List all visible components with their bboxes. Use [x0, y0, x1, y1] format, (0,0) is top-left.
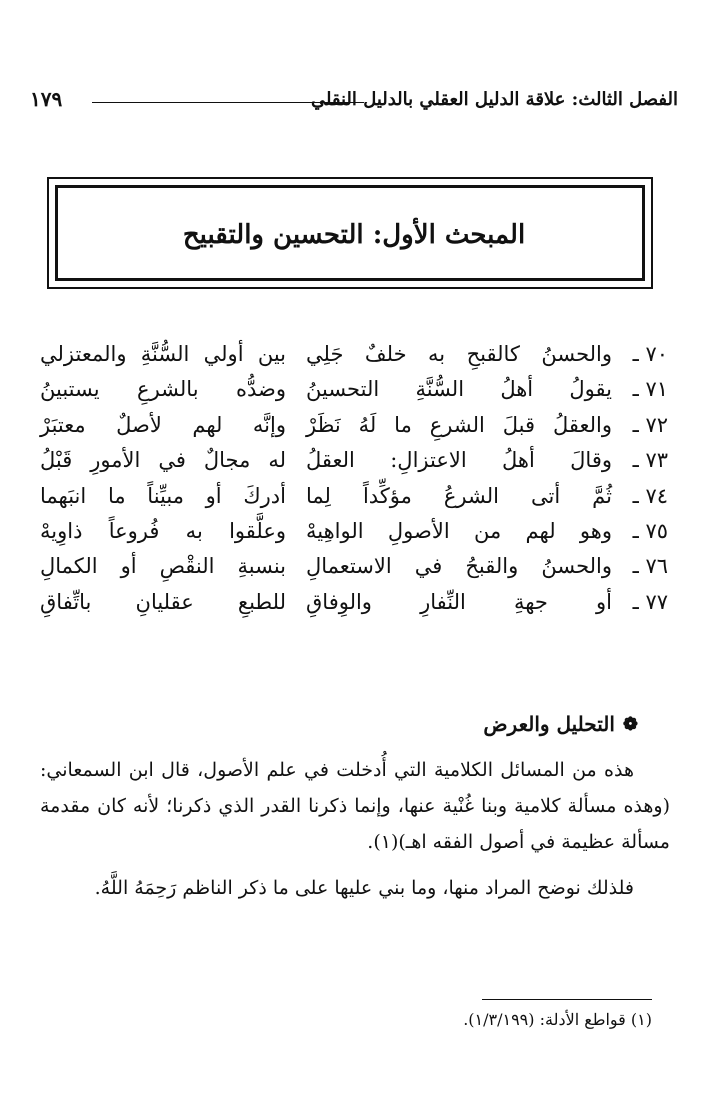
- second-hemistich: أدركَ أو مبيِّناً ما انبَهما: [40, 483, 286, 508]
- verse-row: [40, 408, 668, 442]
- first-hemistich: أو جهةِ النِّفارِ والوِفاقِ: [306, 589, 612, 614]
- analysis-body: [40, 752, 670, 906]
- second-hemistich: بين أولي السُّنَّةِ والمعتزلي: [40, 342, 286, 366]
- first-hemistich: ثُمَّ أتى الشرعُ مؤكِّداً لِما: [306, 483, 612, 508]
- poem: [40, 337, 668, 620]
- analysis-heading-text: التحليل والعرض: [483, 712, 615, 736]
- second-hemistich: له مجالٌ في الأمورِ قَبْلُ: [40, 448, 286, 473]
- verse-number: ٧٢ ـ: [632, 412, 668, 437]
- footnote: (١) قواطع الأدلة: (١/٣/١٩٩).: [463, 1010, 652, 1029]
- verse-row: [40, 443, 668, 477]
- second-hemistich: بنسبةِ النقْصِ أو الكمالِ: [40, 554, 286, 579]
- verse-row: [40, 372, 668, 406]
- verse-number: ٧٥ ـ: [632, 518, 668, 543]
- page-number: ١٧٩: [30, 87, 63, 111]
- verse-row: [40, 549, 668, 583]
- second-hemistich: وإنَّه لهم لأصلٌ معتبَرْ: [40, 412, 286, 437]
- first-hemistich: يقولُ أهلُ السُّنَّةِ التحسينُ: [306, 377, 612, 402]
- ornament-icon: ❁: [622, 713, 638, 735]
- verse-number: ٧٧ ـ: [632, 589, 668, 614]
- first-hemistich: وقالَ أهلُ الاعتزالِ: العقلُ: [306, 448, 612, 473]
- section-title: المبحث الأول: التحسين والتقبيح: [182, 220, 526, 250]
- first-hemistich: وهو لهم من الأصولِ الواهِيهْ: [306, 518, 612, 543]
- running-header: [30, 82, 678, 116]
- verse-number: ٧٣ ـ: [632, 448, 668, 473]
- first-hemistich: والعقلُ قبلَ الشرعِ ما لَهُ نَظَرْ: [306, 412, 612, 437]
- first-hemistich: والحسنُ والقبحُ في الاستعمالِ: [306, 554, 612, 579]
- first-hemistich: والحسنُ كالقبحِ به خلفٌ جَلِي: [306, 342, 612, 366]
- verse-number: ٧٠ ـ: [632, 342, 668, 366]
- second-hemistich: وضدُّه بالشرعِ يستبينُ: [40, 377, 286, 402]
- verse-number: ٧١ ـ: [632, 377, 668, 402]
- analysis-heading: [483, 712, 638, 736]
- verse-row: [40, 479, 668, 513]
- header-rule: [92, 102, 364, 103]
- paragraph: هذه من المسائل الكلامية التي أُدخلت في علم الأصول، قال ابن السمعاني: (وهذه مسألة كلامية وبنا غُنْية عنها، وإنما ذكرنا القدر الذي ذكرنا؛ لأنه كان مقدمة مسألة عظيمة في أصول الفقه اهـ)(١).: [40, 759, 670, 853]
- verse-number: ٧٤ ـ: [632, 483, 668, 508]
- chapter-title: الفصل الثالث: علاقة الدليل العقلي بالدليل النقلي: [310, 88, 678, 110]
- verse-row: [40, 337, 668, 371]
- paragraph: فلذلك نوضح المراد منها، وما بني عليها على ما ذكر الناظم رَحِمَهُ اللَّهُ.: [94, 877, 634, 899]
- verse-row: [40, 585, 668, 619]
- verse-number: ٧٦ ـ: [632, 554, 668, 579]
- second-hemistich: للطبعِ عقليانِ باتِّفاقِ: [40, 589, 286, 614]
- verse-row: [40, 514, 668, 548]
- footnote-rule: [482, 999, 652, 1000]
- second-hemistich: وعلَّقوا به فُروعاً ذاوِيهْ: [40, 518, 286, 543]
